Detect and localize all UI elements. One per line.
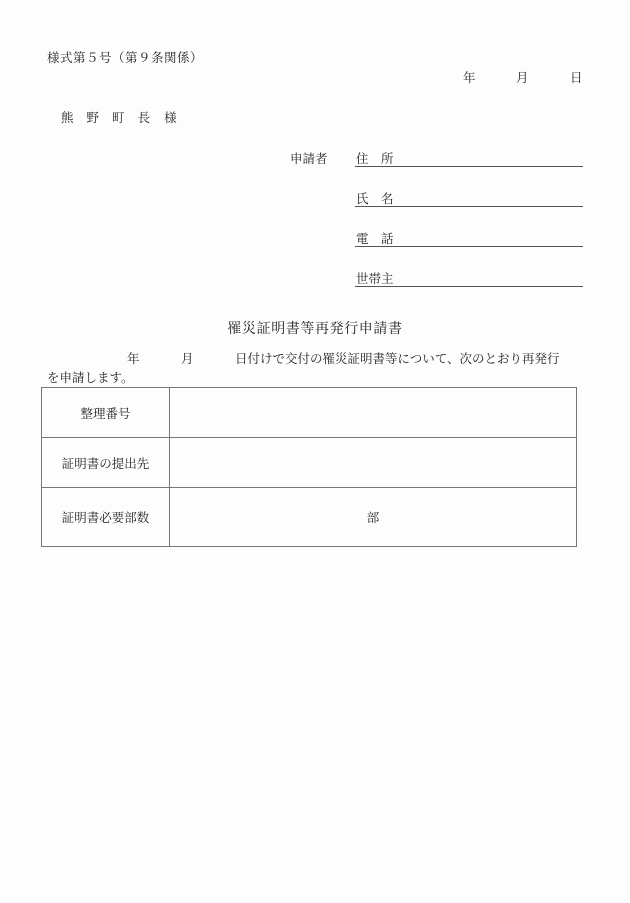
address-field[interactable]	[355, 149, 583, 167]
table-row	[42, 438, 577, 488]
submission-destination-label: 証明書の提出先	[42, 438, 170, 488]
copies-required-label: 証明書必要部数	[42, 488, 170, 547]
body-text-line-1	[0, 349, 630, 367]
body-month-label: 月	[181, 351, 194, 366]
name-field[interactable]	[355, 189, 583, 207]
date-month-label: 月	[516, 70, 529, 85]
applicant-label: 申請者	[290, 151, 328, 166]
date-line	[460, 68, 584, 86]
addressee-char: 野	[86, 110, 100, 125]
addressee	[61, 108, 177, 126]
reference-number-input[interactable]	[170, 388, 577, 438]
table-row	[42, 388, 577, 438]
request-table	[41, 387, 577, 547]
household-head-label: 世帯主	[356, 271, 394, 286]
phone-label: 電 話	[356, 231, 394, 246]
table-row	[42, 488, 577, 547]
copies-required-input[interactable]: 部	[170, 488, 577, 547]
reference-number-label: 整理番号	[42, 388, 170, 438]
addressee-char: 熊	[61, 110, 74, 125]
addressee-char: 長	[137, 110, 151, 125]
name-label: 氏 名	[356, 191, 394, 206]
submission-destination-input[interactable]	[170, 438, 577, 488]
address-label: 住 所	[356, 151, 394, 166]
body-text: 日付けで交付の罹災証明書等について、次のとおり再発行	[235, 351, 560, 366]
body-text-line-2: を申請します。	[47, 370, 134, 385]
phone-field[interactable]	[355, 229, 583, 247]
body-year-label: 年	[127, 351, 140, 366]
addressee-honorific: 様	[164, 110, 177, 125]
date-day-label: 日	[570, 70, 583, 85]
date-year-label: 年	[463, 70, 476, 85]
form-number: 様式第５号（第９条関係）	[47, 50, 204, 65]
household-head-field[interactable]	[355, 269, 583, 287]
document-title: 罹災証明書等再発行申請書	[227, 321, 403, 337]
addressee-char: 町	[112, 110, 125, 125]
